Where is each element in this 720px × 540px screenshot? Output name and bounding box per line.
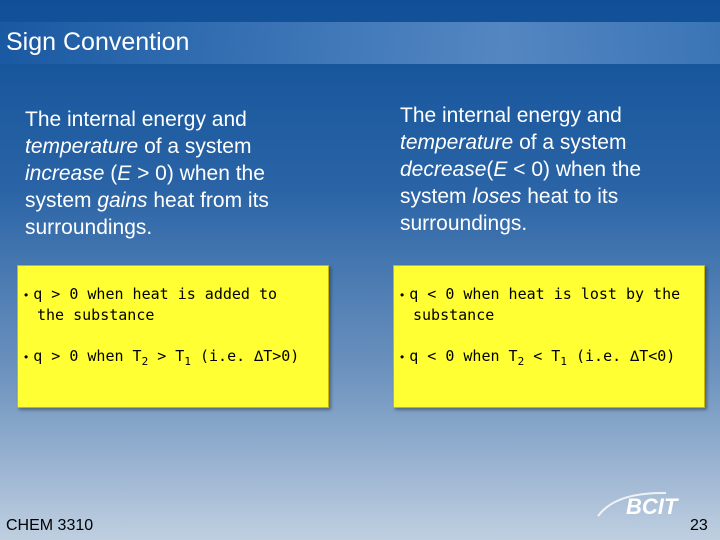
left-bullet-heat-added: • q > 0 when heat is added to the substance (24, 285, 278, 324)
bullet-icon: • (400, 288, 405, 302)
svg-text:BCIT: BCIT (626, 494, 678, 518)
left-bullet-temperature: • q > 0 when $T_2 > T_1$ (i.e. ∆T>0) (24, 347, 300, 368)
bullet-icon: • (24, 350, 29, 364)
bullet-icon: • (400, 350, 405, 364)
right-bullet-heat-lost: • q < 0 when heat is lost by the substance (400, 285, 681, 324)
right-condition-box (393, 265, 705, 408)
bullet-icon: • (24, 288, 29, 302)
slide-title: Sign Convention (6, 28, 190, 56)
page-number: 23 (690, 517, 708, 534)
right-intro-text: The internal energy and temperature of a system decrease(E < 0) when the system loses heat to its surroundings. (400, 104, 642, 235)
course-code: CHEM 3310 (6, 517, 94, 534)
right-bullet-temperature: • q < 0 when $T_2 < T_1$ (i.e. ∆T<0) (400, 347, 676, 368)
bcit-logo (596, 490, 680, 518)
left-intro-text: The internal energy and temperature of a system increase (E > 0) when the system gains heat from its surroundings. (25, 108, 269, 239)
left-condition-box (17, 265, 329, 408)
